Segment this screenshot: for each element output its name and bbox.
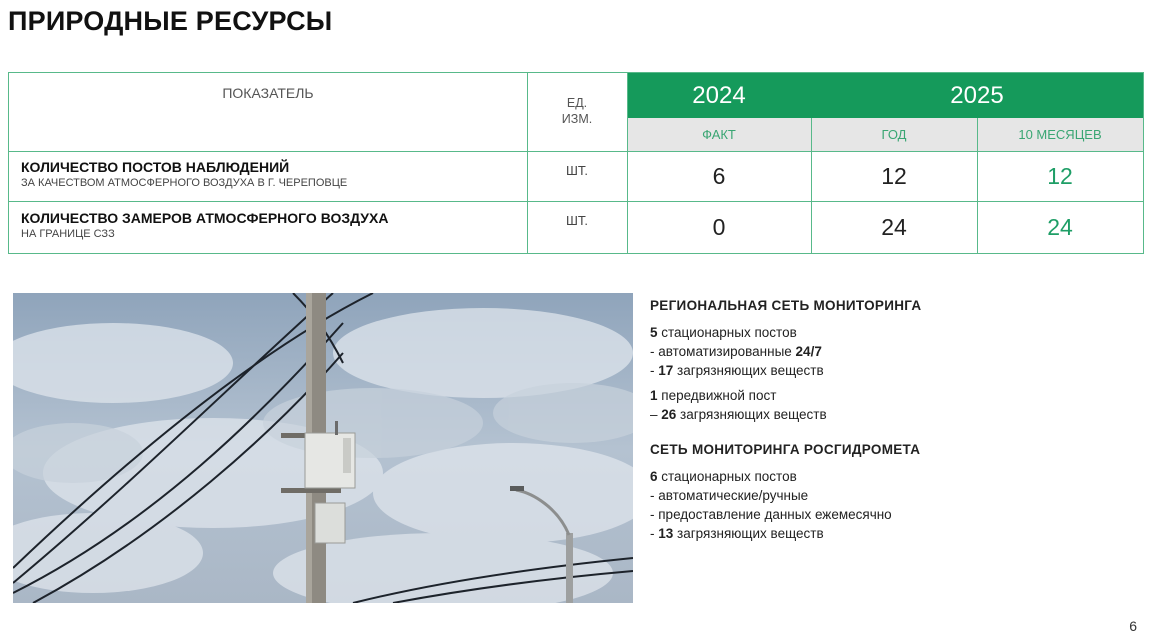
page-number: 6 [1129, 618, 1137, 634]
page-title: ПРИРОДНЫЕ РЕСУРСЫ [8, 6, 333, 36]
monitoring-station-photo [13, 293, 633, 603]
row-unit: ШТ. [565, 212, 589, 228]
row-unit: ШТ. [565, 162, 589, 178]
year-subheader: ГОД [881, 127, 907, 142]
table-row: КОЛИЧЕСТВО ЗАМЕРОВ АТМОСФЕРНОГО ВОЗДУХА НА ГРАНИЦЕ СЗЗ [21, 210, 389, 240]
fact-value: 6 [712, 162, 726, 189]
monitoring-info [650, 298, 1130, 543]
year-value: 12 [881, 162, 907, 189]
list-item: 5 стационарных постов [650, 325, 797, 340]
year-2025-header: 2025 [950, 81, 1004, 109]
indicators-table [8, 72, 1144, 254]
ten-months-value: 12 [1047, 162, 1073, 189]
list-item: - автоматические/ручные [650, 488, 809, 503]
list-item: - 13 загрязняющих веществ [650, 526, 824, 541]
ten-months-subheader: 10 МЕСЯЦЕВ [1018, 127, 1102, 142]
list-item: 6 стационарных постов [650, 469, 797, 484]
list-item: - 17 загрязняющих веществ [650, 363, 824, 378]
ten-months-value: 24 [1047, 214, 1073, 240]
list-item: – 26 загрязняющих веществ [650, 407, 827, 422]
rosgidromet-network-heading: СЕТЬ МОНИТОРИНГА РОСГИДРОМЕТА [650, 442, 921, 457]
year-2024-header: 2024 [692, 81, 746, 109]
fact-subheader: ФАКТ [702, 127, 736, 142]
unit-column-header: ЕД. ИЗМ. [561, 96, 593, 126]
list-item: - предоставление данных ежемесячно [650, 507, 892, 522]
table-row: КОЛИЧЕСТВО ПОСТОВ НАБЛЮДЕНИЙ ЗА КАЧЕСТВОМ АТМОСФЕРНОГО ВОЗДУХА В Г. ЧЕРЕПОВЦЕ [21, 159, 348, 189]
list-item: 1 передвижной пост [650, 388, 777, 403]
regional-network-heading: РЕГИОНАЛЬНАЯ СЕТЬ МОНИТОРИНГА [650, 298, 922, 313]
fact-value: 0 [712, 214, 726, 240]
list-item: - автоматизированные 24/7 [650, 344, 822, 359]
indicator-column-header: ПОКАЗАТЕЛЬ [222, 85, 314, 101]
year-value: 24 [881, 214, 907, 240]
